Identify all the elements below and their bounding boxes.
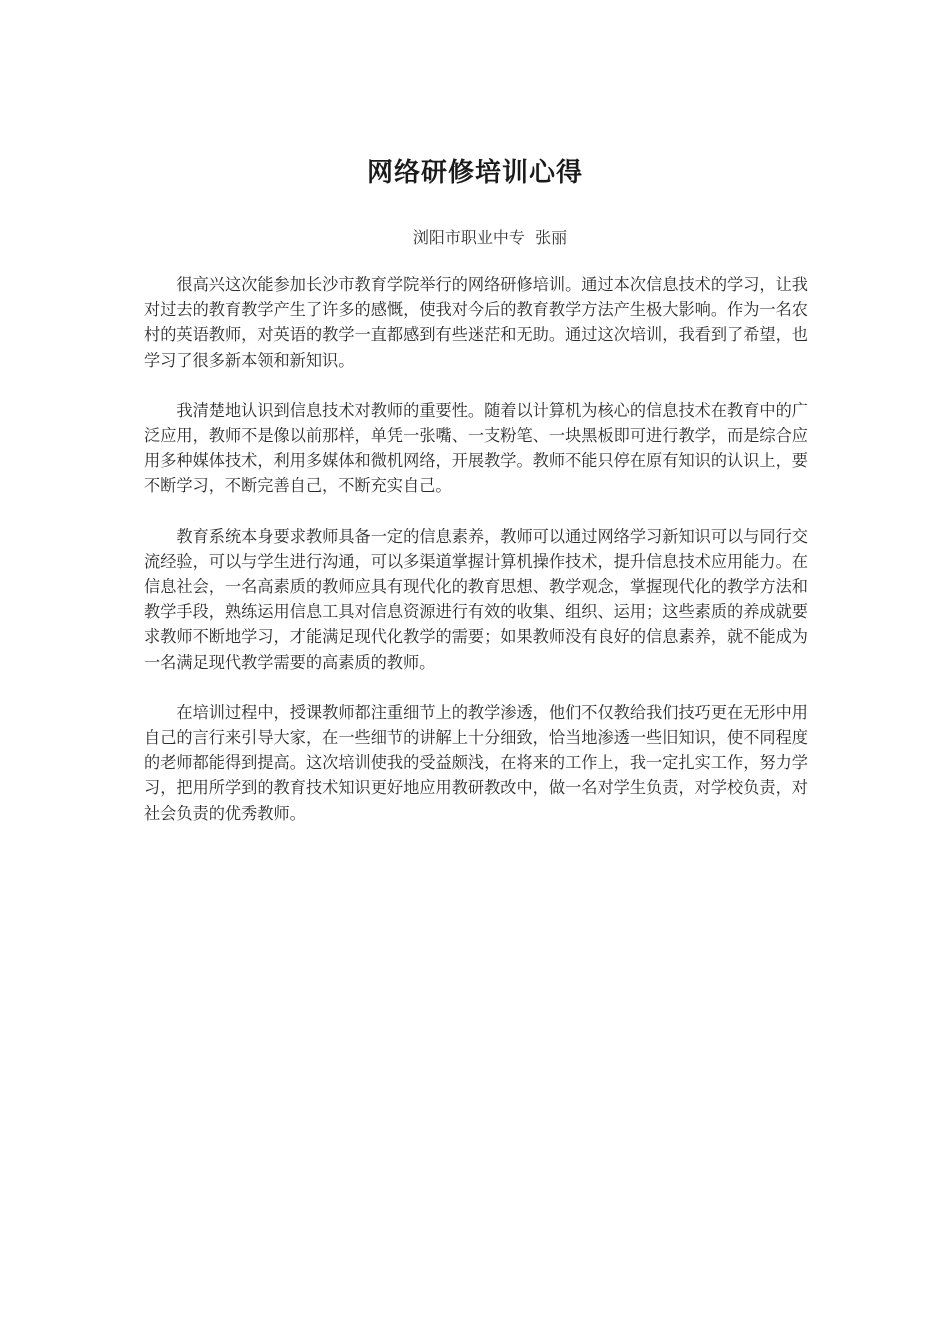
document-title: 网络研修培训心得	[366, 158, 583, 188]
author-byline: 浏阳市职业中专 张丽	[412, 228, 568, 247]
paragraph-3: 教育系统本身要求教师具备一定的信息素养，教师可以通过网络学习新知识可以与同行交流经验，可以与学生进行沟通，可以多渠道掌握计算机操作技术，提升信息技术应用能力。在信息社会，一名高素质的教师应具有现代化的教育思想、教学观念，掌握现代化的教学方法和教学手段，熟练运用信息工具对信息资源进行有效的收集、组织、运用；这些素质的养成就要求教师不断地学习，才能满足现代化教学的需要；如果教师没有良好的信息素养，就不能成为一名满足现代教学需要的高素质的教师。	[144, 526, 808, 672]
document-body	[144, 272, 808, 851]
paragraph-4: 在培训过程中，授课教师都注重细节上的教学渗透，他们不仅教给我们技巧更在无形中用自己的言行来引导大家，在一些细节的讲解上十分细致，恰当地渗透一些旧知识，使不同程度的老师都能得到提高。这次培训使我的受益颇浅，在将来的工作上，我一定扎实工作，努力学习，把用所学到的教育技术知识更好地应用教研教改中，做一名对学生负责，对学校负责，对社会负责的优秀教师。	[144, 702, 808, 823]
paragraph-2: 我清楚地认识到信息技术对教师的重要性。随着以计算机为核心的信息技术在教育中的广泛应用，教师不是像以前那样，单凭一张嘴、一支粉笔、一块黑板即可进行教学，而是综合应用多种媒体技术，利用多媒体和微机网络，开展教学。教师不能只停在原有知识的认识上，要不断学习，不断完善自己，不断充实自己。	[144, 400, 808, 496]
paragraph-1: 很高兴这次能参加长沙市教育学院举行的网络研修培训。通过本次信息技术的学习，让我对过去的教育教学产生了许多的感慨，使我对今后的教育教学方法产生极大影响。作为一名农村的英语教师，对英语的教学一直都感到有些迷茫和无助。通过这次培训，我看到了希望，也学习了很多新本领和新知识。	[144, 275, 808, 370]
